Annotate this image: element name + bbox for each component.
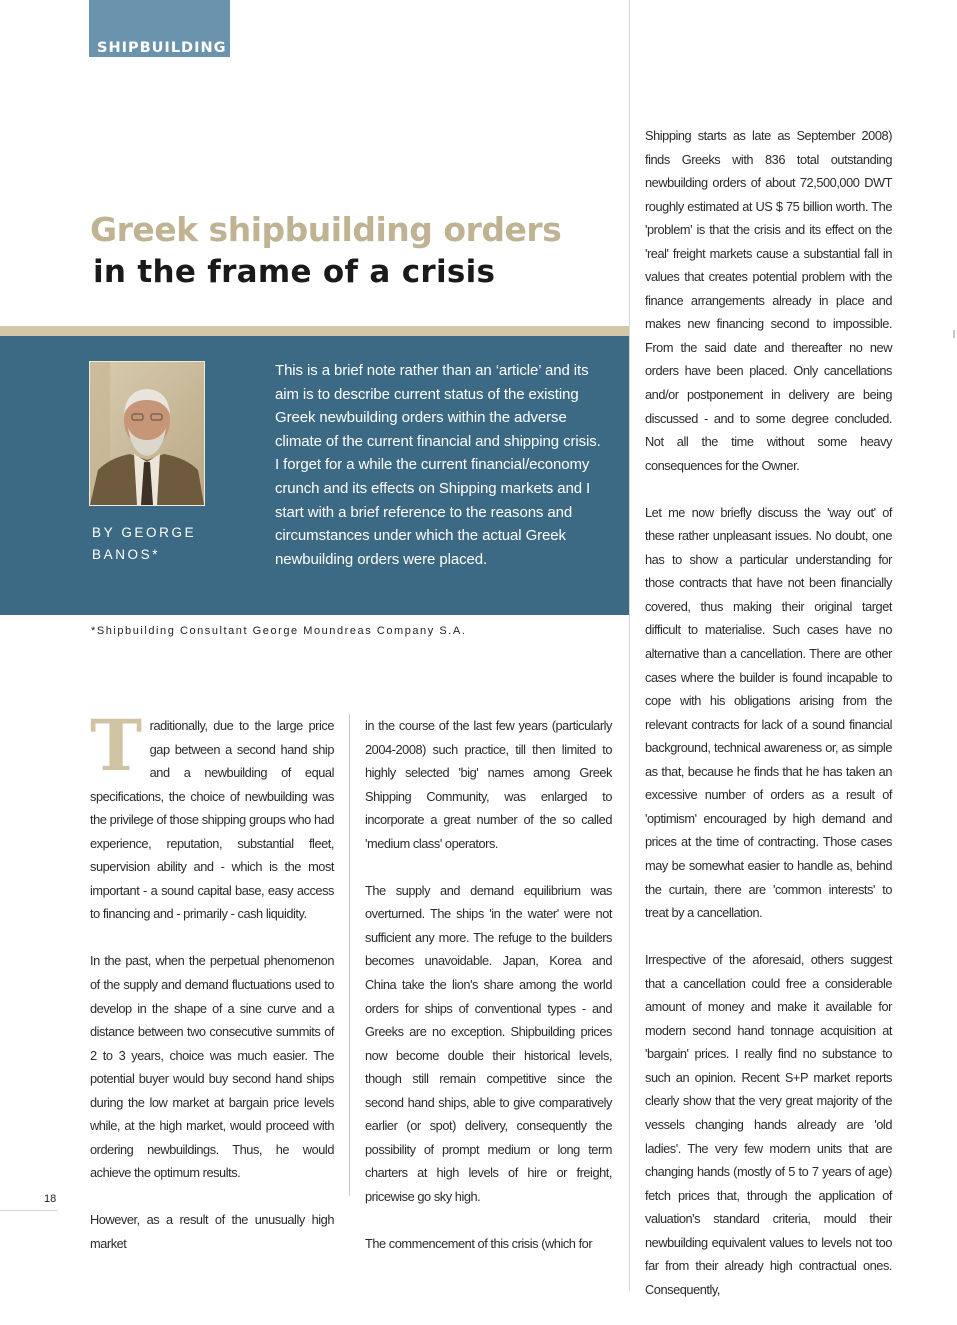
byline-line1: BY GEORGE — [92, 525, 197, 540]
column2-paragraph-3: The commencement of this crisis (which for — [365, 1236, 593, 1252]
intro-text — [275, 359, 605, 571]
section-label: SHIPBUILDING — [97, 40, 227, 56]
article-title-line2: in the frame of a crisis — [93, 254, 496, 290]
column3-paragraph-3: Irrespective of the aforesaid, others suggest that a cancellation could free a considerable amount of money and make it available for modern second hand tonnage acquisition at 'bargain' prices. I really find no substance to such an opinion. Recent S+P market reports clearly show that the very great majority of the vessels changing hands already are 'old ladies'. The very few modern units that are changing hands (mostly of 5 to 7 years of age) fetch prices that, through the application of valuation's standard criteria, mould their newbuilding equivalent values to levels not too far from their already high contractual ones. Consequently, — [645, 952, 892, 1297]
column3-paragraph-2: Let me now briefly discuss the 'way out' of these rather unpleasant issues. No doubt, one has to show a particular understanding for those contracts that have not been financially covered, thus making their original target difficult to materialise. Such cases have no alternative than a cancellation. There are other cases where the builder is found incapable to cope with his obligations arising from the relevant contracts for lack of a sound financial background, technical awareness or, as simple as that, because he finds that he has taken an excessive number of orders as a result of 'optimism' encouraged by high demand and prices at the time of contracting. Those cases may be somewhat easier to handle as, behind the curtain, there are 'common interests' to treat by a cancellation. — [645, 504, 892, 921]
column3-paragraph-1: Shipping starts as late as September 2008) finds Greeks with 836 total outstanding newbuilding orders of about 72,500,000 DWT roughly estimated at US $ 75 billion worth. The 'problem' is that the crisis and its effect on the 'real' freight markets cause a substantial fall in values that creates potential problem with the finance arrangements already in place and makes new financing second to impossible. From the said date and thereafter no new orders have been placed. Only cancellations and/or postponement in delivery are being discussed - and to some degree concluded. Not all the time without some heavy consequences for the Owner. — [645, 128, 892, 473]
column-rule — [349, 714, 350, 1196]
column1-paragraph-1 — [90, 704, 334, 926]
column1-paragraph-3: However, as a result of the unusually high market — [90, 1212, 334, 1252]
column2-paragraph-2: The supply and demand equilibrium was overturned. The ships 'in the water' were not sufficient any more. The refuge to the builders becomes unavoidable. Japan, Korea and China take the lion's share among the world orders for ships of conventional types - and Greeks are no exception. Shipbuilding prices now become double their historical levels, though still remain competitive since the second hand ships, able to give comparatively earlier (or spot) delivery, consequently the possibility of prompt medium or long term charters at high levels of hire or freight, pricewise go sky high. — [365, 882, 612, 1204]
article-title-line1: Greek shipbuilding orders — [90, 210, 562, 249]
body-column-3 — [645, 124, 892, 1325]
author-footnote: *Shipbuilding Consultant George Moundreas Company S.A. — [91, 625, 467, 637]
column1-paragraph-2: In the past, when the perpetual phenomenon of the supply and demand fluctuations used to develop in the shape of a sine curve and a distance between two consecutive summits of 2 to 3 years, choice was much easier. The potential buyer would buy second hand ships during the low market at bargain price levels while, at the high market, would proceed with ordering newbuildings. Thus, he would achieve the optimum results. — [90, 953, 334, 1181]
edge-mark — [953, 330, 955, 338]
title-underline-rule — [0, 326, 629, 336]
page-number-rule — [0, 1210, 58, 1211]
column2-paragraph-1: in the course of the last few years (particularly 2004-2008) such practice, till then limited to highly selected 'big' names among Greek Shipping Community, was enlarged to incorporate a great number of the so called 'medium class' operators. — [365, 718, 612, 851]
body-column-2 — [365, 714, 612, 1279]
author-portrait — [89, 361, 205, 506]
byline-line2: BANOS* — [92, 547, 161, 562]
page-number: 18 — [44, 1193, 57, 1205]
page-divider — [629, 0, 630, 1291]
author-portrait-image — [90, 362, 204, 505]
body-column-1 — [90, 704, 334, 1279]
intro-paragraph-1: This is a brief note rather than an ‘article’ and its aim is to describe current status of the existing Greek newbuilding orders within the adverse climate of the current financial and shipping crisis. — [275, 362, 601, 450]
author-byline — [92, 522, 196, 566]
drop-cap: T — [90, 704, 142, 787]
section-tab — [89, 0, 230, 57]
intro-paragraph-2: I forget for a while the current financial/economy crunch and its effects on Shipping markets and I start with a brief reference to the reasons and circumstances under which the actual Greek newbuilding orders were placed. — [275, 456, 591, 568]
column1-paragraph-1-text: raditionally, due to the large price gap between a second hand ship and a newbuilding of equal specifications, the choice of newbuilding was the privilege of those shipping groups who had experience, reputation, substantial fleet, supervision ability and - which is the most important - a sound capital base, easy access to financing and - primarily - cash liquidity. — [90, 718, 334, 922]
